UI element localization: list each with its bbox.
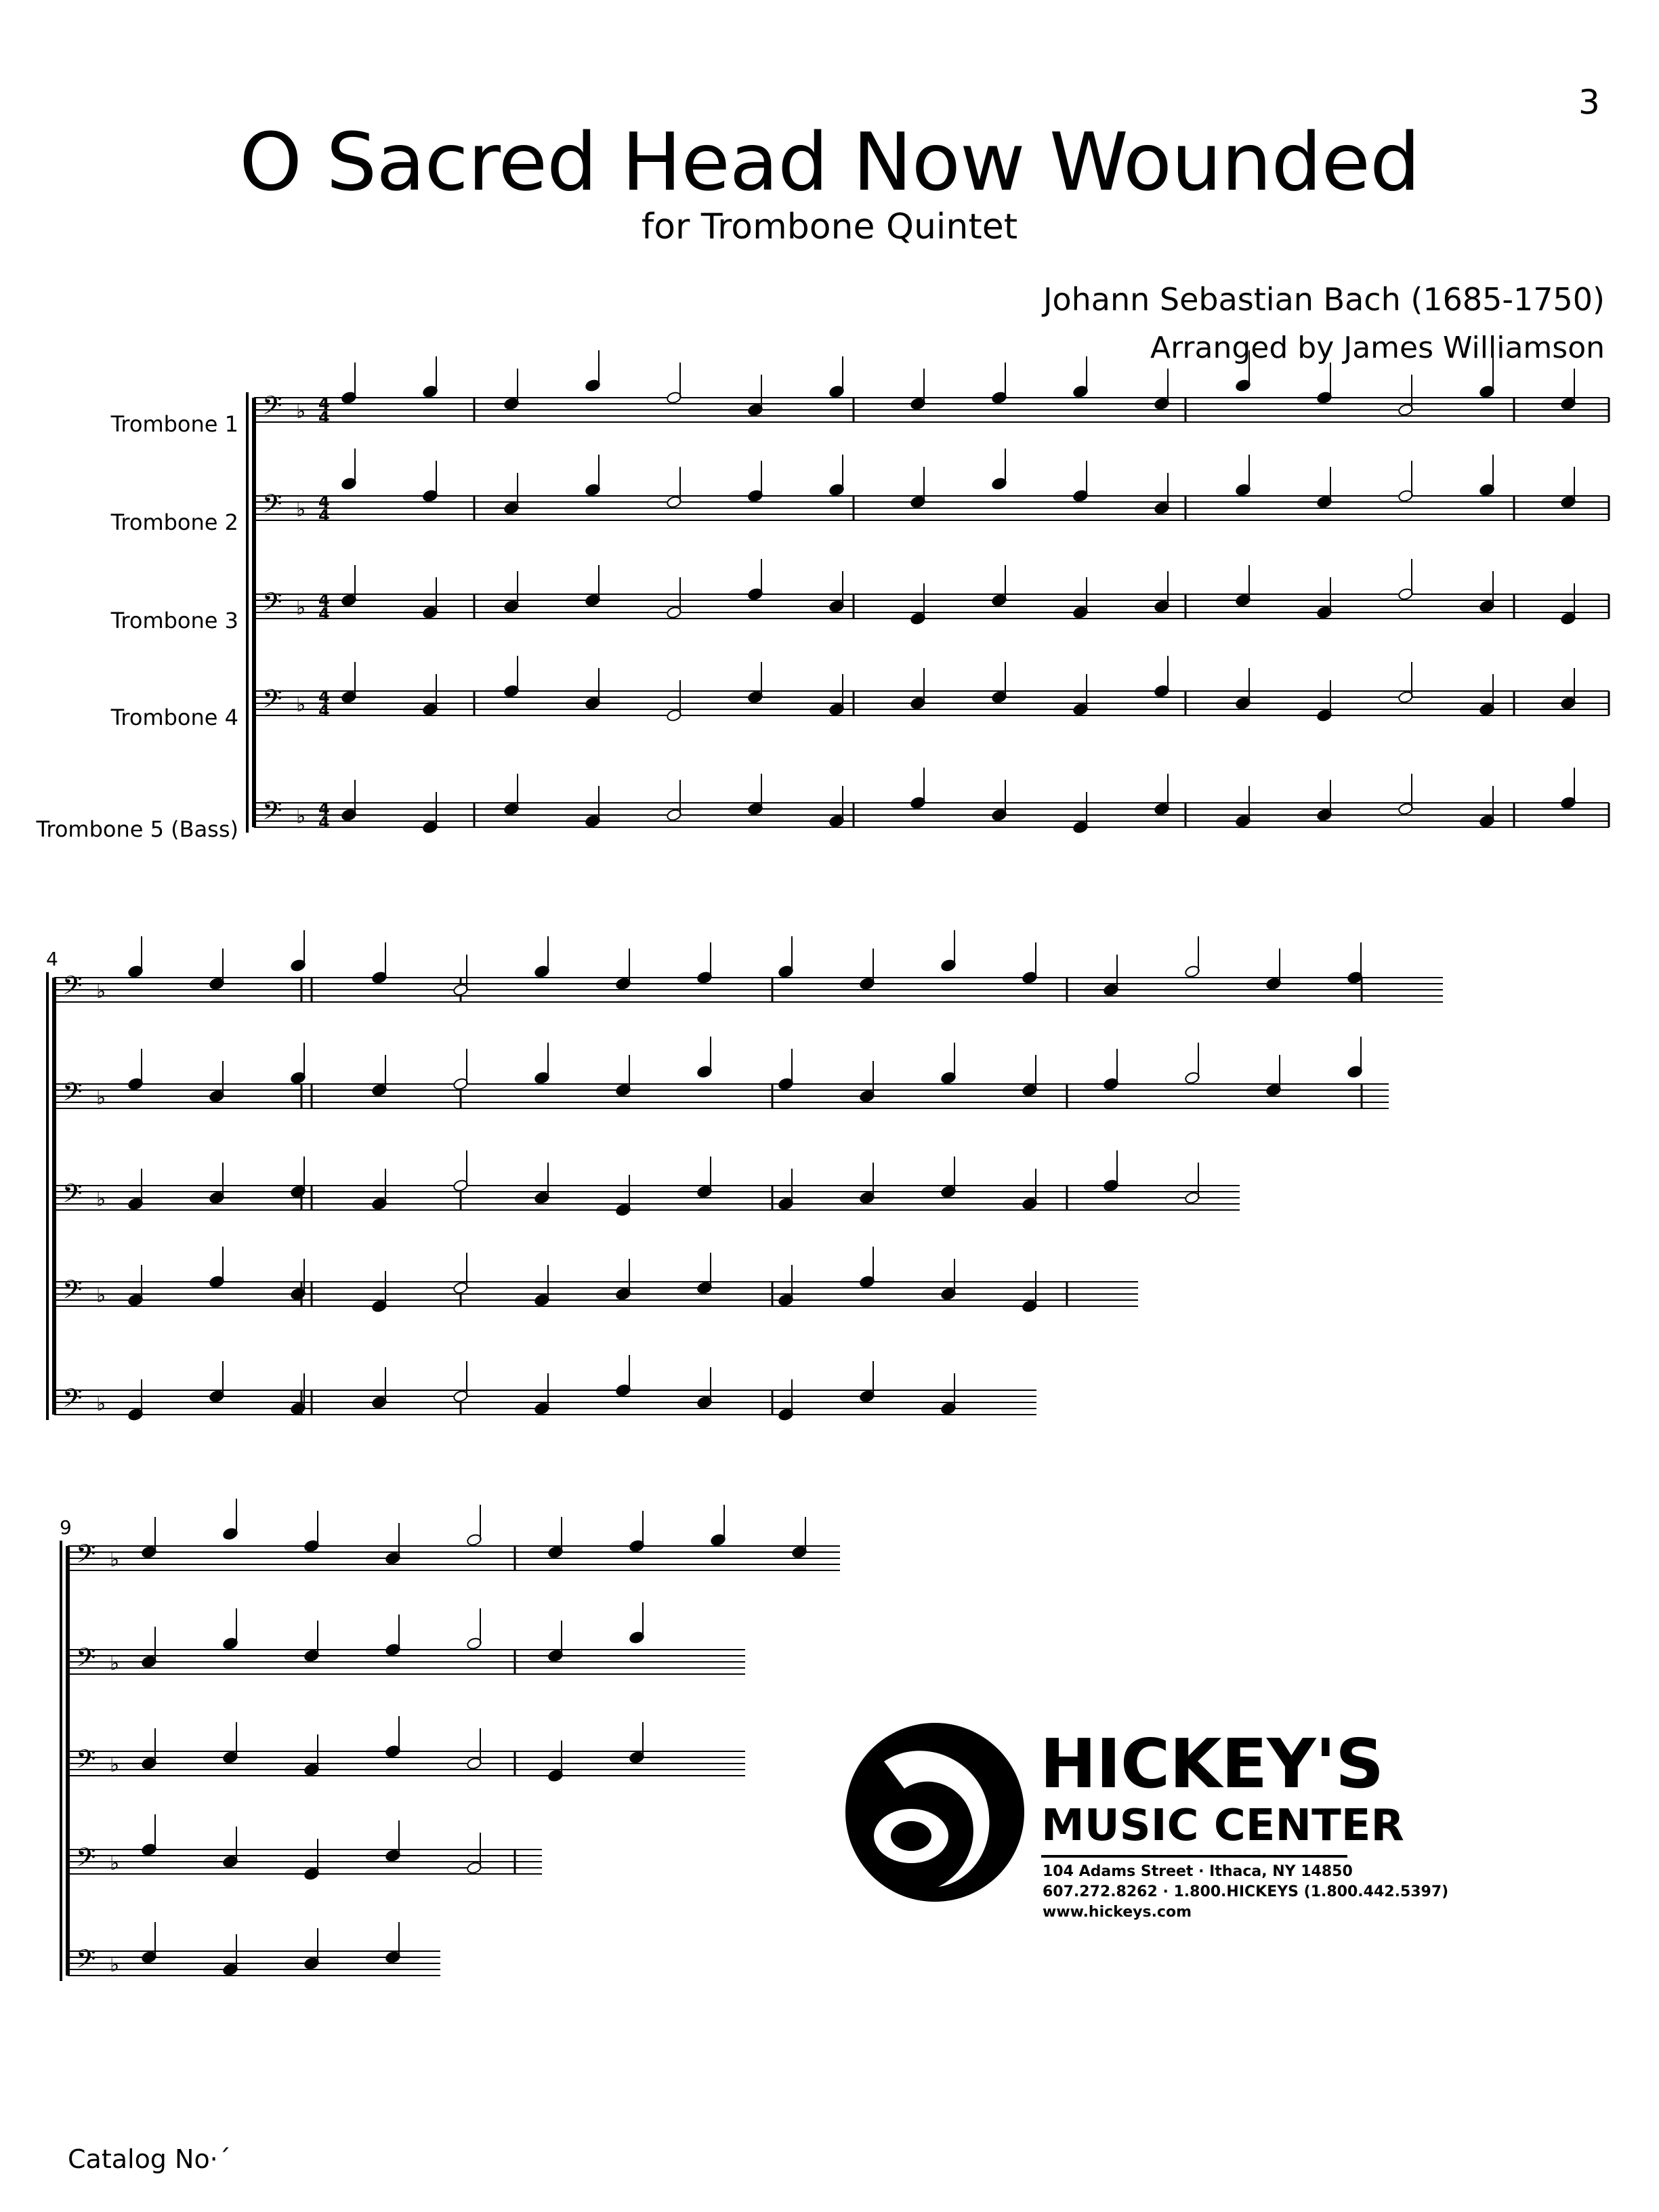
page-number: 3 — [1578, 83, 1600, 122]
measure-number: 4 — [46, 948, 58, 970]
logo-name: HICKEY'S — [1040, 1724, 1384, 1803]
key-signature-flat: ♭ — [296, 400, 306, 423]
time-signature-top: 4 — [318, 799, 330, 818]
bass-clef-icon: 𝄢 — [76, 1944, 96, 1980]
logo-address: 104 Adams Street · Ithaca, NY 14850 — [1043, 1863, 1353, 1880]
bass-clef-icon: 𝄢 — [62, 1077, 83, 1113]
bass-clef-icon: 𝄢 — [262, 488, 282, 525]
arranger-credit: Arranged by James Williamson — [1150, 331, 1605, 365]
time-signature-top: 4 — [318, 394, 330, 413]
key-signature-flat: ♭ — [96, 1284, 106, 1308]
bass-clef-icon: 𝄢 — [262, 587, 282, 623]
key-signature-flat: ♭ — [296, 693, 306, 717]
part-label-trombone-2: Trombone 2 — [110, 509, 238, 535]
key-signature-flat: ♭ — [96, 980, 106, 1003]
key-signature-flat: ♭ — [110, 1953, 120, 1977]
composer-credit: Johann Sebastian Bach (1685-1750) — [1043, 281, 1605, 318]
catalog-number: Catalog No·´ — [68, 2144, 231, 2174]
time-signature-top: 4 — [318, 688, 330, 707]
bass-clef-icon: 𝄢 — [76, 1744, 96, 1780]
part-label-trombone-5: Trombone 5 (Bass) — [36, 816, 238, 842]
key-signature-flat: ♭ — [110, 1548, 120, 1572]
bass-clef-icon: 𝄢 — [62, 970, 83, 1007]
key-signature-flat: ♭ — [96, 1392, 106, 1416]
subtitle: for Trombone Quintet — [641, 207, 1018, 247]
bass-clef-icon: 𝄢 — [62, 1274, 83, 1311]
part-label-trombone-1: Trombone 1 — [110, 411, 238, 437]
bass-clef-icon: 𝄢 — [76, 1539, 96, 1575]
bass-clef-icon: 𝄢 — [262, 390, 282, 427]
key-signature-flat: ♭ — [296, 805, 306, 829]
bass-clef-icon: 𝄢 — [262, 795, 282, 832]
part-label-trombone-4: Trombone 4 — [110, 705, 238, 730]
time-signature-bottom: 4 — [318, 506, 330, 525]
bass-clef-icon: 𝄢 — [62, 1383, 83, 1419]
key-signature-flat: ♭ — [110, 1852, 120, 1875]
logo-website: www.hickeys.com — [1043, 1904, 1192, 1921]
page-title: O Sacred Head Now Wounded — [239, 115, 1420, 209]
bass-clef-icon: 𝄢 — [76, 1642, 96, 1679]
key-signature-flat: ♭ — [96, 1188, 106, 1211]
logo-divider — [1041, 1855, 1347, 1858]
time-signature-top: 4 — [318, 493, 330, 512]
key-signature-flat: ♭ — [96, 1086, 106, 1110]
logo-subtitle: MUSIC CENTER — [1041, 1801, 1404, 1851]
bass-clef-icon: 𝄢 — [262, 684, 282, 720]
key-signature-flat: ♭ — [296, 498, 306, 522]
time-signature-top: 4 — [318, 591, 330, 610]
logo-phone: 607.272.8262 · 1.800.HICKEYS (1.800.442.5397) — [1043, 1883, 1449, 1900]
key-signature-flat: ♭ — [296, 596, 306, 620]
time-signature-bottom: 4 — [318, 408, 330, 427]
bass-clef-icon: 𝄢 — [62, 1178, 83, 1215]
time-signature-bottom: 4 — [318, 701, 330, 720]
bass-clef-icon: 𝄢 — [76, 1842, 96, 1879]
time-signature-bottom: 4 — [318, 604, 330, 623]
key-signature-flat: ♭ — [110, 1753, 120, 1777]
measure-number: 9 — [60, 1516, 72, 1539]
part-label-trombone-3: Trombone 3 — [110, 608, 238, 633]
time-signature-bottom: 4 — [318, 813, 330, 832]
key-signature-flat: ♭ — [110, 1652, 120, 1675]
hickeys-logo-emblem — [843, 1721, 1026, 1904]
